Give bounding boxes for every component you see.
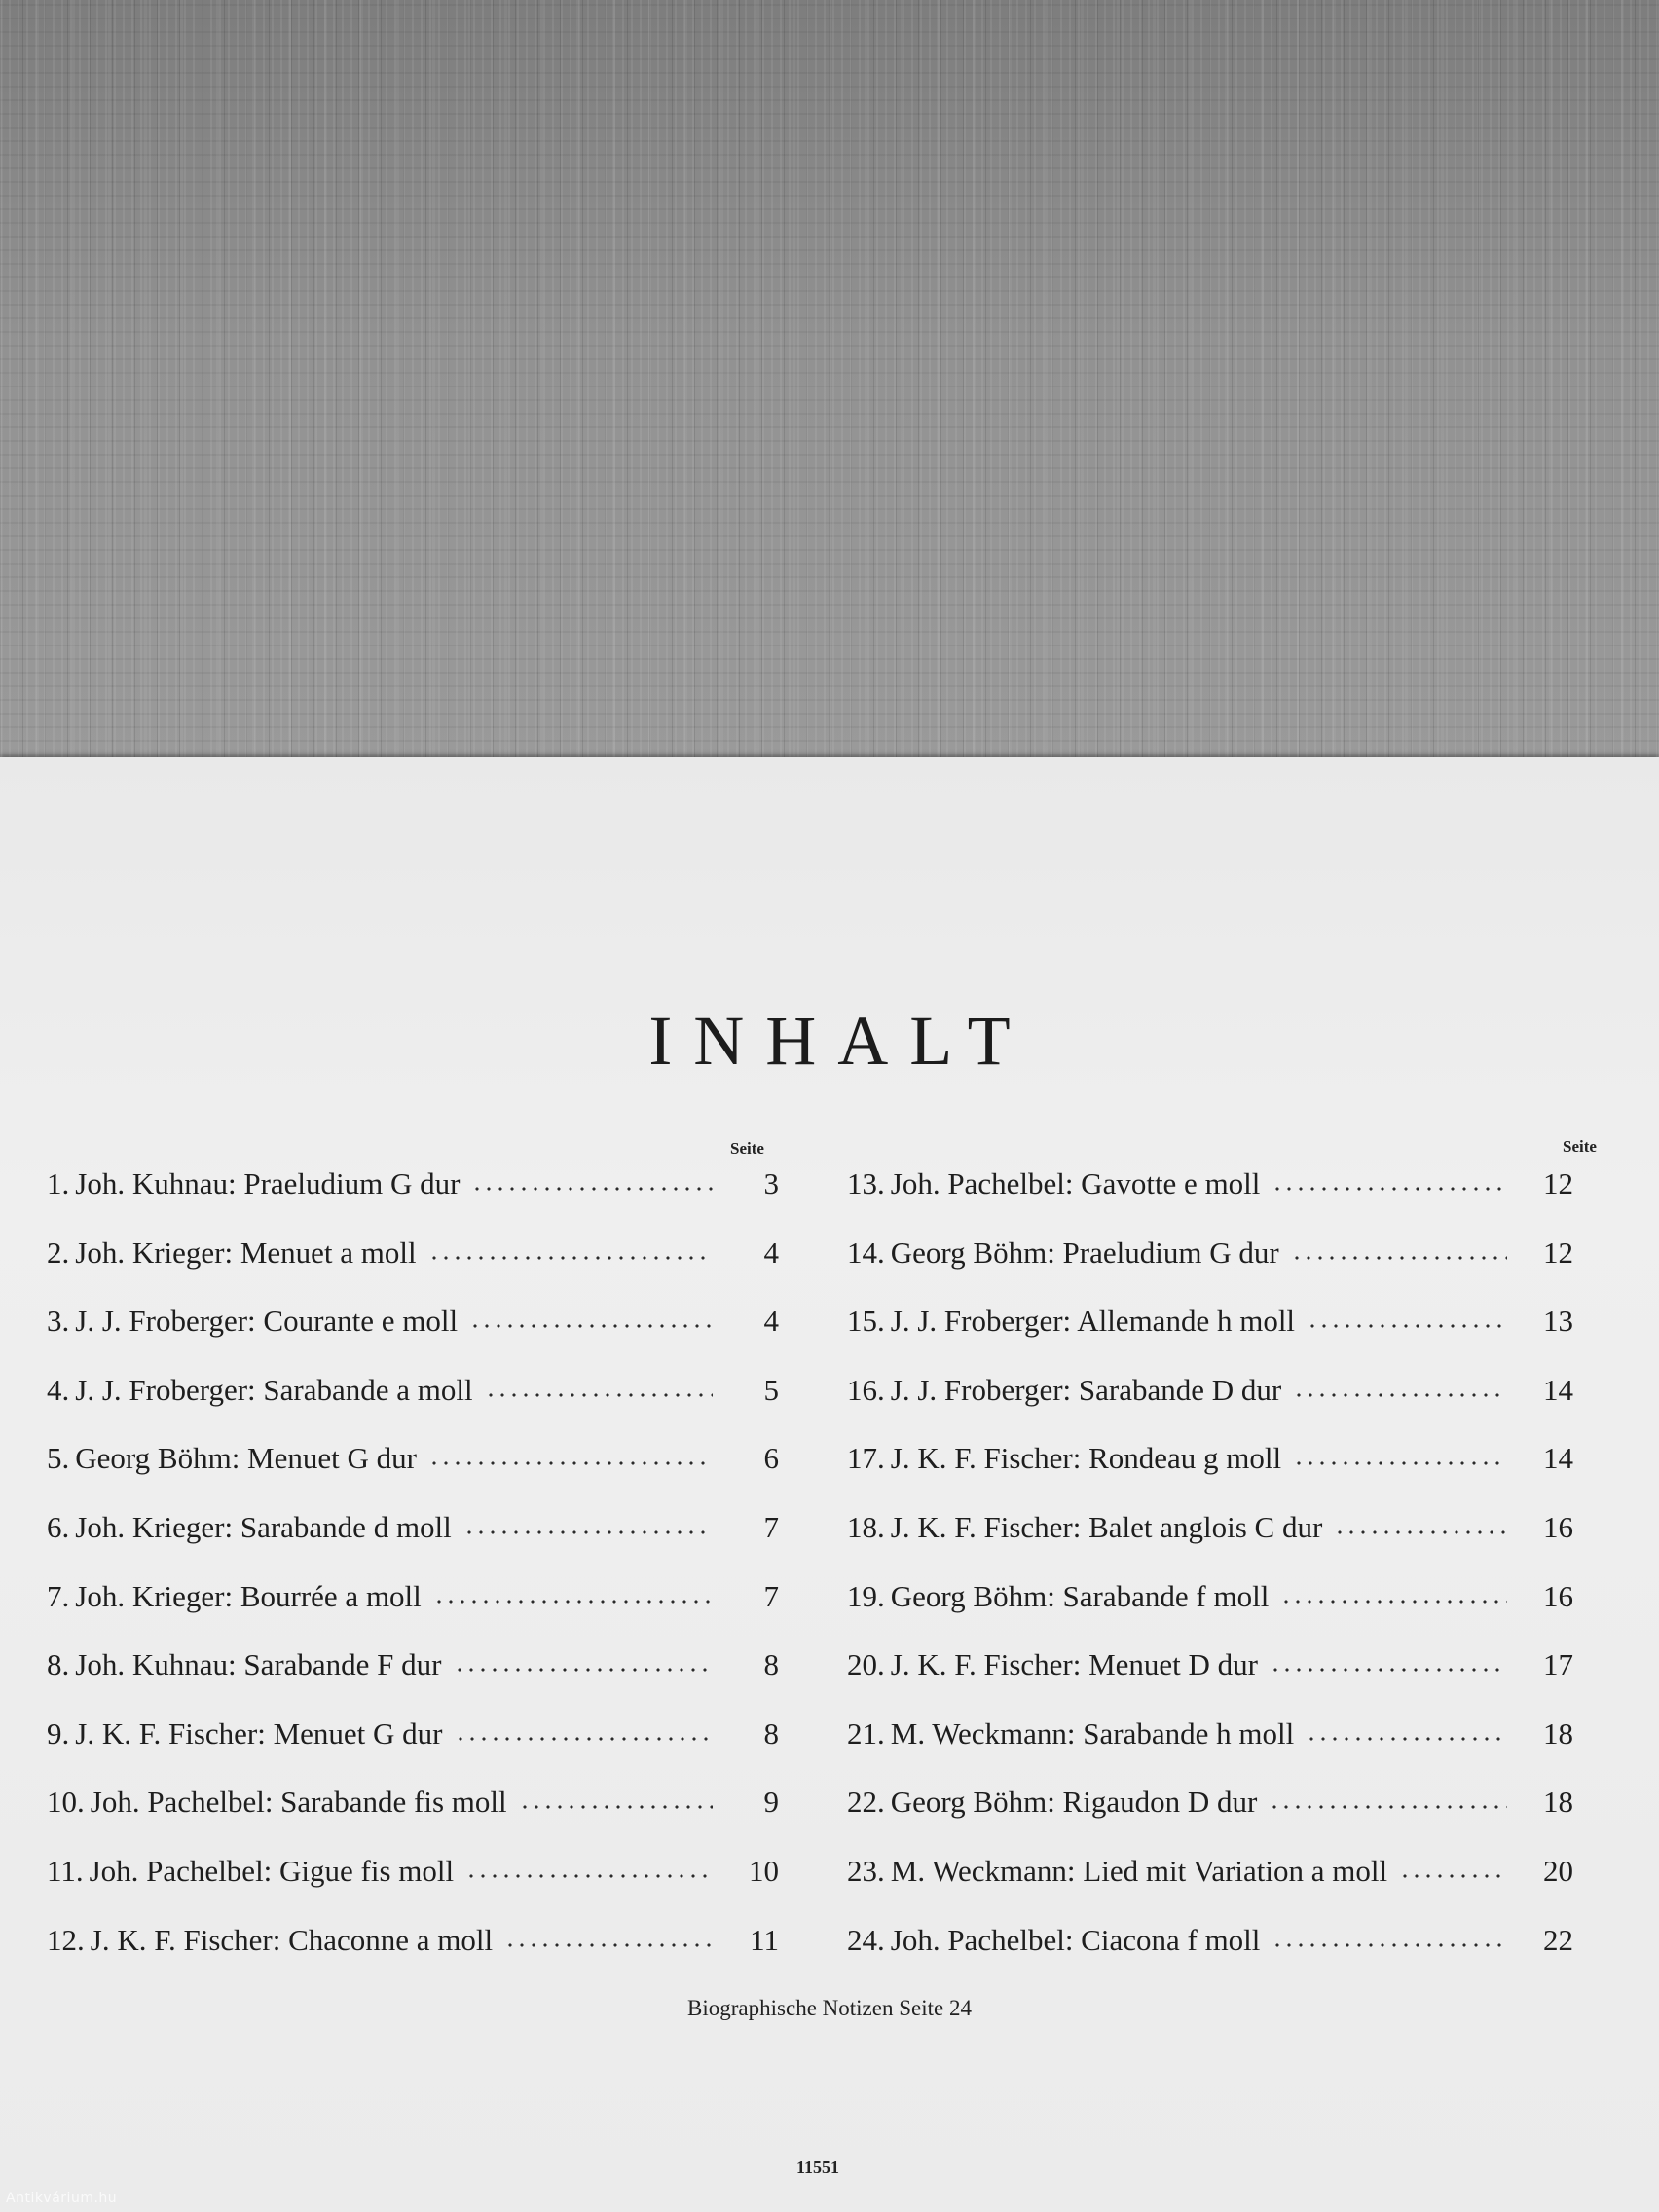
seite-header-right: Seite: [1563, 1137, 1597, 1156]
dot-leader: [1269, 1804, 1507, 1810]
toc-entry-page: 16: [1543, 1510, 1573, 1544]
toc-entry-title: J. J. Froberger: Allemande h moll: [890, 1304, 1296, 1339]
toc-entry-page: 4: [763, 1304, 779, 1339]
toc-entry-number: 7.: [47, 1578, 70, 1613]
toc-entry-number: 15.: [847, 1304, 885, 1339]
page-title: INHALT: [648, 1002, 1032, 1080]
dot-leader: [428, 1255, 713, 1261]
toc-entry-page: 7: [763, 1578, 779, 1613]
toc-entry: [847, 1647, 1573, 1696]
dot-leader: [465, 1873, 713, 1879]
dot-leader: [1272, 1942, 1507, 1948]
toc-entry-page: 4: [763, 1235, 779, 1270]
toc-entry-title: Joh. Pachelbel: Sarabande fis moll: [90, 1785, 507, 1820]
toc-entry-title: Joh. Pachelbel: Gigue fis moll: [89, 1854, 455, 1888]
toc-entry: [847, 1166, 1573, 1215]
toc-entry-title: J. K. F. Fischer: Balet anglois C dur: [890, 1510, 1323, 1544]
dot-leader: [1293, 1392, 1507, 1398]
toc-entry-title: M. Weckmann: Lied mit Variation a moll: [890, 1854, 1388, 1888]
toc-entry-number: 4.: [47, 1372, 70, 1407]
toc-entry-number: 6.: [47, 1510, 70, 1544]
toc-entry-number: 13.: [847, 1166, 885, 1200]
toc-entry: [47, 1716, 779, 1765]
toc-entry-number: 11.: [47, 1854, 84, 1888]
toc-entry-number: 19.: [847, 1578, 885, 1613]
toc-entry-title: Georg Böhm: Praeludium G dur: [890, 1235, 1279, 1270]
toc-entry-title: J. K. F. Fischer: Rondeau g moll: [890, 1441, 1282, 1476]
toc-entry-page: 22: [1543, 1922, 1573, 1957]
toc-entry: [847, 1510, 1573, 1559]
toc-entry-page: 11: [750, 1922, 779, 1957]
toc-entry-page: 7: [763, 1510, 779, 1544]
toc-entry-number: 17.: [847, 1441, 885, 1476]
toc-entry-page: 8: [763, 1647, 779, 1682]
toc-entry-title: Georg Böhm: Sarabande f moll: [890, 1578, 1270, 1613]
dot-leader: [1293, 1460, 1507, 1466]
toc-entry: [47, 1510, 779, 1559]
toc-entry: [47, 1785, 779, 1833]
watermark: Antikvárium.hu: [6, 2191, 118, 2206]
contents-page: [0, 757, 1659, 2212]
toc-entry-page: 12: [1543, 1166, 1573, 1200]
toc-entry-title: Joh. Krieger: Menuet a moll: [75, 1235, 417, 1270]
toc-entry: [47, 1923, 779, 1972]
toc-entry-title: M. Weckmann: Sarabande h moll: [890, 1715, 1295, 1751]
toc-entry-page: 18: [1543, 1715, 1573, 1751]
dot-leader: [433, 1599, 713, 1604]
dot-leader: [469, 1323, 713, 1329]
toc-entry-title: Georg Böhm: Rigaudon D dur: [890, 1785, 1258, 1820]
toc-entry-number: 3.: [47, 1304, 70, 1339]
dot-leader: [485, 1392, 713, 1398]
toc-entry: [47, 1579, 779, 1628]
toc-entry-title: Joh. Krieger: Bourrée a moll: [75, 1578, 422, 1613]
toc-entry: [47, 1373, 779, 1421]
dot-leader: [1272, 1186, 1507, 1192]
toc-entry-title: J. K. F. Fischer: Chaconne a moll: [90, 1922, 494, 1957]
toc-entry: [47, 1304, 779, 1352]
toc-entry-title: J. J. Froberger: Sarabande D dur: [890, 1372, 1282, 1407]
toc-entry-number: 24.: [847, 1922, 885, 1957]
toc-entry-title: Joh. Pachelbel: Ciacona f moll: [890, 1922, 1261, 1957]
toc-entry: [847, 1304, 1573, 1352]
dot-leader: [1291, 1255, 1507, 1261]
toc-entry-page: 8: [763, 1715, 779, 1751]
dot-leader: [455, 1736, 714, 1742]
dot-leader: [504, 1942, 713, 1948]
dot-leader: [1306, 1736, 1507, 1742]
toc-entry-number: 9.: [47, 1715, 70, 1751]
toc-entry-title: Joh. Kuhnau: Praeludium G dur: [75, 1166, 461, 1200]
toc-entry-number: 10.: [47, 1785, 85, 1820]
toc-entry: [847, 1785, 1573, 1833]
biographical-notes-line: Biographische Notizen Seite 24: [687, 1996, 972, 2020]
toc-entry-page: 18: [1543, 1785, 1573, 1820]
toc-entry-number: 1.: [47, 1166, 70, 1200]
toc-entry-page: 5: [763, 1372, 779, 1407]
toc-entry-page: 17: [1543, 1647, 1573, 1682]
toc-entry-number: 21.: [847, 1715, 885, 1751]
dot-leader: [1399, 1873, 1507, 1879]
dot-leader: [1334, 1530, 1507, 1535]
toc-entry-title: Joh. Kuhnau: Sarabande F dur: [75, 1647, 442, 1682]
toc-entry: [847, 1923, 1573, 1972]
toc-entry-page: 9: [763, 1785, 779, 1820]
toc-entry-page: 10: [749, 1854, 779, 1888]
seite-header-left: Seite: [730, 1139, 764, 1158]
toc-entry: [847, 1235, 1573, 1284]
toc-entry-number: 5.: [47, 1441, 70, 1476]
toc-entry-title: Joh. Krieger: Sarabande d moll: [75, 1510, 452, 1544]
toc-entry: [47, 1854, 779, 1902]
toc-entry-number: 22.: [847, 1785, 885, 1820]
toc-entry-title: Joh. Pachelbel: Gavotte e moll: [890, 1166, 1261, 1200]
toc-entry-page: 14: [1543, 1372, 1573, 1407]
plate-number: 11551: [795, 2157, 839, 2177]
toc-entry-page: 13: [1543, 1304, 1573, 1339]
dot-leader: [1307, 1323, 1507, 1329]
toc-entry-number: 8.: [47, 1647, 70, 1682]
toc-entry-title: J. J. Froberger: Courante e moll: [75, 1304, 459, 1339]
toc-entry-number: 18.: [847, 1510, 885, 1544]
toc-entry-page: 3: [763, 1166, 779, 1200]
toc-entry: [847, 1579, 1573, 1628]
toc-entry-number: 20.: [847, 1647, 885, 1682]
dot-leader: [463, 1530, 713, 1535]
dot-leader: [471, 1186, 713, 1192]
toc-entry: [47, 1166, 779, 1215]
toc-entry-page: 6: [763, 1441, 779, 1476]
dot-leader: [1280, 1599, 1507, 1604]
toc-entry-page: 12: [1543, 1235, 1573, 1270]
toc-entry: [847, 1373, 1573, 1421]
toc-entry: [847, 1716, 1573, 1765]
dot-leader: [428, 1460, 713, 1466]
toc-entry-number: 12.: [47, 1922, 85, 1957]
toc-entry-number: 14.: [847, 1235, 885, 1270]
toc-entry: [847, 1854, 1573, 1902]
dot-leader: [519, 1804, 713, 1810]
toc-entry-page: 16: [1543, 1578, 1573, 1613]
toc-entry-title: J. J. Froberger: Sarabande a moll: [75, 1372, 473, 1407]
toc-entry-number: 2.: [47, 1235, 70, 1270]
dot-leader: [1270, 1667, 1507, 1673]
toc-entry: [47, 1647, 779, 1696]
toc-entry-number: 16.: [847, 1372, 885, 1407]
toc-entry-page: 20: [1543, 1854, 1573, 1888]
dot-leader: [454, 1667, 714, 1673]
toc-entry-page: 14: [1543, 1441, 1573, 1476]
toc-entry: [47, 1441, 779, 1490]
toc-entry: [847, 1441, 1573, 1490]
cover-texture: [0, 0, 1659, 769]
toc-entry-number: 23.: [847, 1854, 885, 1888]
toc-entry-title: J. K. F. Fischer: Menuet D dur: [890, 1647, 1258, 1682]
toc-entry: [47, 1235, 779, 1284]
toc-entry-title: Georg Böhm: Menuet G dur: [75, 1441, 417, 1476]
toc-entry-title: J. K. F. Fischer: Menuet G dur: [75, 1715, 443, 1751]
